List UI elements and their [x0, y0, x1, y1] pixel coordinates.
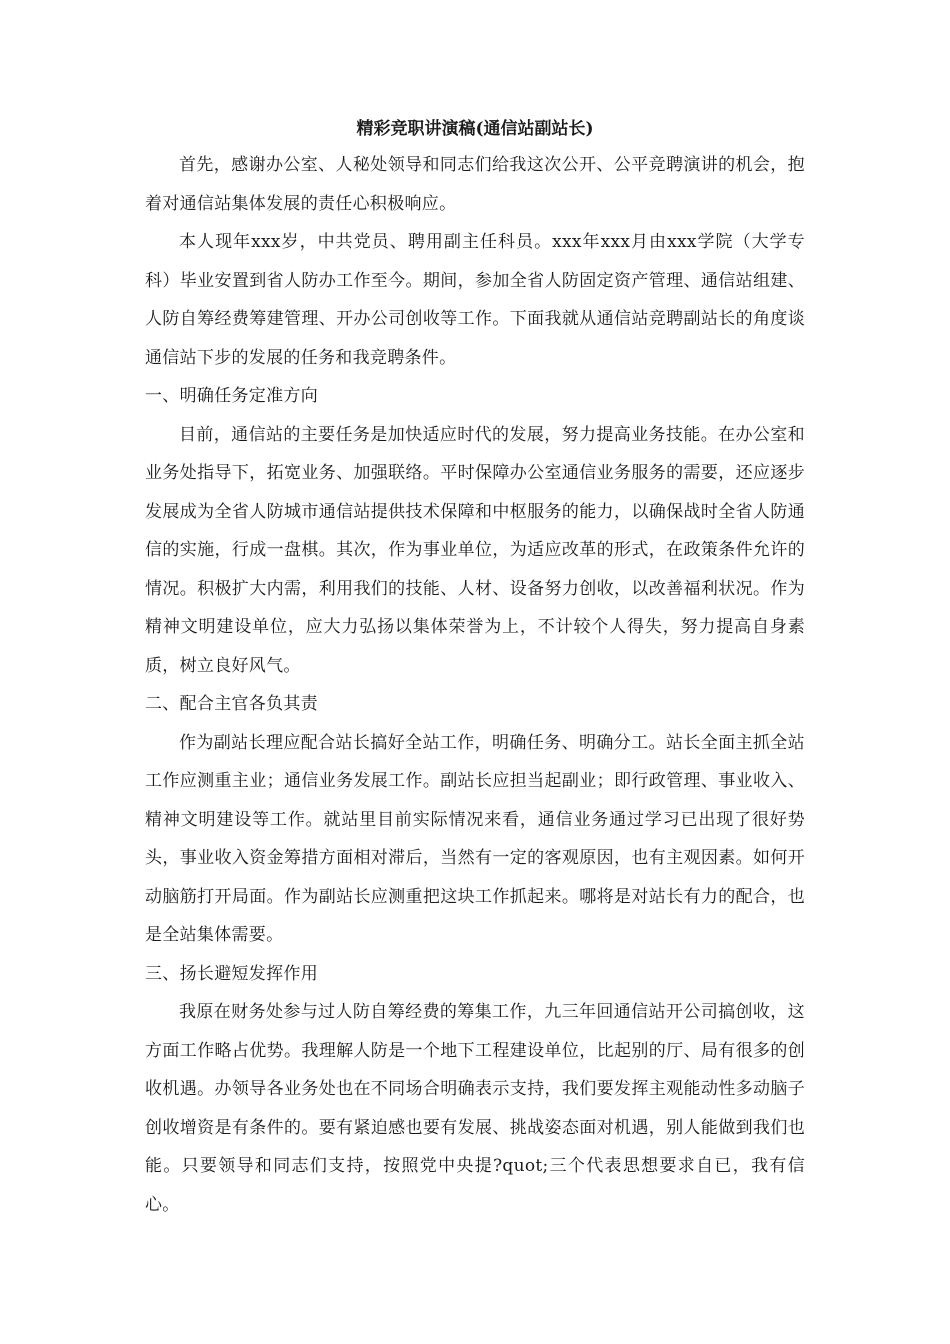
section-heading-3: 三、扬长避短发挥作用 [145, 963, 318, 984]
section-body-1: 目前，通信站的主要任务是加快适应时代的发展，努力提高业务技能。在办公室和业务处指导下，拓宽业务、加强联络。平时保障办公室通信业务服务的需要，还应逐步发展成为全省人防城市通信站提供技术保障和中枢服务的能力，以确保战时全省人防通信的实施，行成一盘棋。其次，作为事业单位，为适应改革的形式，在政策条件允许的情况。积极扩大内需，利用我们的技能、人材、设备努力创收，以改善福利状况。作为精神文明建设单位，应大力弘扬以集体荣誉为上，不计较个人得失，努力提高自身素质，树立良好风气。 [145, 424, 805, 676]
intro-paragraph-1: 首先，感谢办公室、人秘处领导和同志们给我这次公开、公平竞聘演讲的机会，抱着对通信站集体发展的责任心积极响应。 [145, 155, 805, 214]
section-body-3: 我原在财务处参与过人防自筹经费的筹集工作，九三年回通信站开公司搞创收，这方面工作略占优势。我理解人防是一个地下工程建设单位，比起别的厅、局有很多的创收机遇。办领导各业务处也在不同场合明确表示支持，我们要发挥主观能动性多动脑子创收增资是有条件的。要有紧迫感也要有发展、挑战姿态面对机遇，别人能做到我们也能。只要领导和同志们支持，按照党中央提?quot;三个代表思想要求自已，我有信心。 [145, 1002, 805, 1215]
document-title: 精彩竞职讲演稿(通信站副站长) [356, 119, 594, 139]
section-heading-1: 一、明确任务定准方向 [145, 386, 318, 406]
intro-paragraph-2: 本人现年xxx岁，中共党员、聘用副主任科员。xxx年xxx月由xxx学院（大学专科）毕业安置到省人防办工作至今。期间，参加全省人防固定资产管理、通信站组建、人防自筹经费筹建管理、开办公司创收等工作。下面我就从通信站竞聘副站长的角度谈通信站下步的发展的任务和我竞聘条件。 [145, 232, 805, 368]
section-body-2: 作为副站长理应配合站长搞好全站工作，明确任务、明确分工。站长全面主抓全站工作应测重主业；通信业务发展工作。副站长应担当起副业；即行政管理、事业收入、精神文明建设等工作。就站里目前实际情况来看，通信业务通过学习已出现了很好势头，事业收入资金筹措方面相对滞后，当然有一定的客观原因，也有主观因素。如何开动脑筋打开局面。作为副站长应测重把这块工作抓起来。哪将是对站长有力的配合，也是全站集体需要。 [145, 732, 805, 945]
section-heading-2: 二、配合主官各负其责 [145, 694, 318, 714]
document-body [145, 112, 805, 1224]
